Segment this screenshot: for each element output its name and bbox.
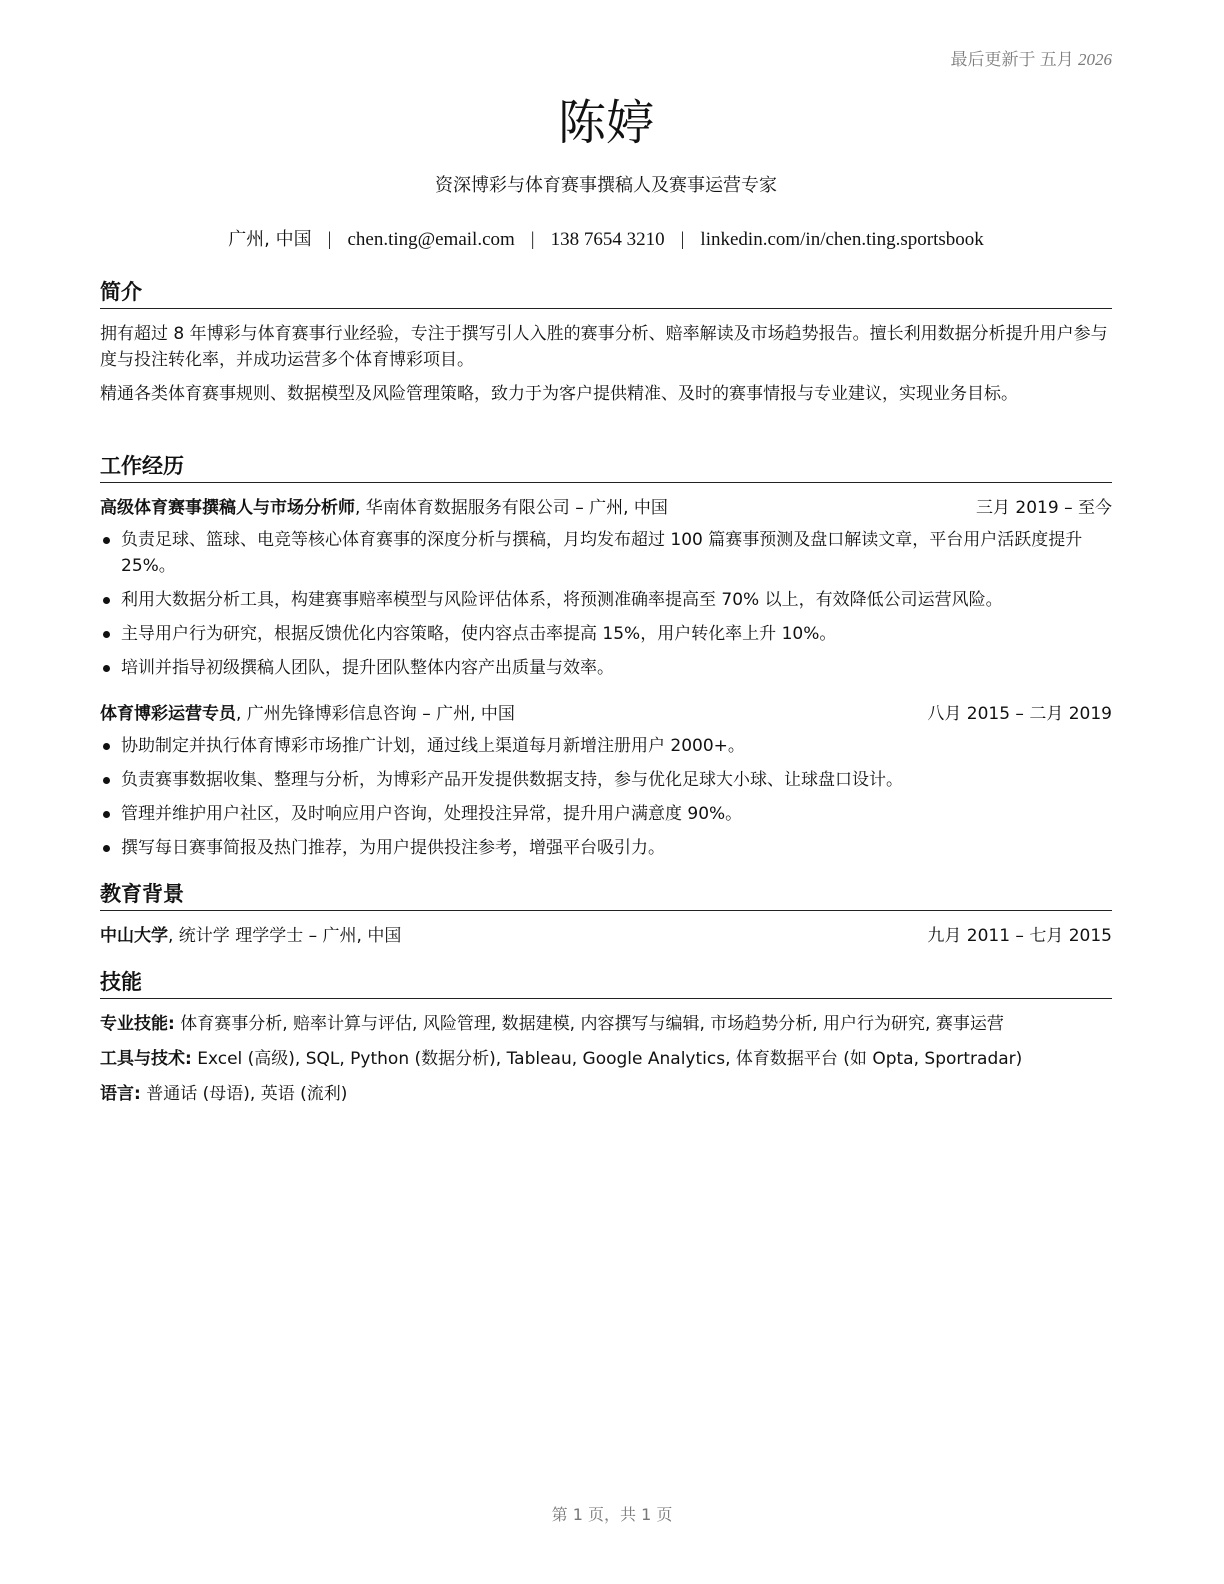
contact-location: 广州, 中国 <box>228 229 312 250</box>
skill-label: 工具与技术: <box>100 1049 192 1069</box>
candidate-name: 陈婷 <box>557 95 654 151</box>
job-role: 高级体育赛事撰稿人与市场分析师 <box>100 498 355 518</box>
list-item: 协助制定并执行体育博彩市场推广计划，通过线上渠道每月新增注册用户 2000+。 <box>100 733 1112 759</box>
contact-linkedin[interactable]: linkedin.com/in/chen.ting.sportsbook <box>700 229 984 250</box>
job-title-line <box>100 701 515 727</box>
list-item: 培训并指导初级撰稿人团队，提升团队整体内容产出质量与效率。 <box>100 655 1112 681</box>
skill-label: 语言: <box>100 1084 141 1104</box>
list-item: 负责赛事数据收集、整理与分析，为博彩产品开发提供数据支持，参与优化足球大小球、让球盘口设计。 <box>100 767 1112 793</box>
summary-paragraph: 精通各类体育赛事规则、数据模型及风险管理策略，致力于为客户提供精准、及时的赛事情报与专业建议，实现业务目标。 <box>100 384 1018 404</box>
job-header <box>100 495 1112 521</box>
section-title: 工作经历 <box>100 452 1112 483</box>
job-bullets <box>100 733 1112 861</box>
job-bullets <box>100 527 1112 681</box>
list-item: 负责足球、篮球、电竞等核心体育赛事的深度分析与撰稿，月均发布超过 100 篇赛事预测及盘口解读文章，平台用户活跃度提升 25%。 <box>100 527 1112 579</box>
school-name: 中山大学 <box>100 926 168 946</box>
contact-line <box>100 225 1112 251</box>
list-item: 撰写每日赛事简报及热门推荐，为用户提供投注参考，增强平台吸引力。 <box>100 835 1112 861</box>
education-line <box>100 923 401 949</box>
job-date: 三月 2019 – 至今 <box>976 498 1112 518</box>
skill-line <box>100 1046 1112 1072</box>
page-footer: 第 1 页，共 1 页 <box>551 1505 673 1524</box>
summary-paragraph: 拥有超过 8 年博彩与体育赛事行业经验，专注于撰写引人入胜的赛事分析、赔率解读及市场趋势报告。擅长利用数据分析提升用户参与度与投注转化率，并成功运营多个体育博彩项目。 <box>100 324 1108 370</box>
skills-section <box>100 968 1112 1116</box>
experience-section <box>100 452 1112 869</box>
job-org: , 华南体育数据服务有限公司 – 广州, 中国 <box>355 498 668 518</box>
last-updated <box>951 45 1113 70</box>
skill-value: 体育赛事分析, 赔率计算与评估, 风险管理, 数据建模, 内容撰写与编辑, 市场趋势分析, 用户行为研究, 赛事运营 <box>174 1014 1004 1034</box>
skill-value: 普通话 (母语), 英语 (流利) <box>140 1084 348 1104</box>
skill-line <box>100 1011 1112 1037</box>
job-role: 体育博彩运营专员 <box>100 704 236 724</box>
education-entry <box>100 923 1112 949</box>
skill-line <box>100 1081 1112 1107</box>
candidate-headline: 资深博彩与体育赛事撰稿人及赛事运营专家 <box>435 175 777 196</box>
degree-info: , 统计学 理学学士 – 广州, 中国 <box>168 926 402 946</box>
job-entry <box>100 495 1112 681</box>
last-updated-label: 最后更新于 五月 <box>950 50 1074 69</box>
list-item: 利用大数据分析工具，构建赛事赔率模型与风险评估体系，将预测准确率提高至 70% 以上，有效降低公司运营风险。 <box>100 587 1112 613</box>
summary-section <box>100 278 1112 407</box>
contact-separator: | <box>327 229 332 250</box>
job-date: 八月 2015 – 二月 2019 <box>927 704 1112 724</box>
education-section <box>100 880 1112 949</box>
list-item: 主导用户行为研究，根据反馈优化内容策略，使内容点击率提高 15%，用户转化率上升 10%。 <box>100 621 1112 647</box>
contact-email[interactable]: chen.ting@email.com <box>347 229 515 250</box>
contact-phone: 138 7654 3210 <box>550 229 665 250</box>
education-date: 九月 2011 – 七月 2015 <box>927 926 1112 946</box>
section-title: 技能 <box>100 968 1112 999</box>
contact-separator: | <box>530 229 535 250</box>
job-org: , 广州先锋博彩信息咨询 – 广州, 中国 <box>236 704 515 724</box>
section-title: 简介 <box>100 278 1112 309</box>
section-title: 教育背景 <box>100 880 1112 911</box>
job-entry <box>100 701 1112 861</box>
contact-separator: | <box>680 229 685 250</box>
skill-label: 专业技能: <box>100 1014 175 1034</box>
job-header <box>100 701 1112 727</box>
list-item: 管理并维护用户社区，及时响应用户咨询，处理投注异常，提升用户满意度 90%。 <box>100 801 1112 827</box>
skill-value: Excel (高级), SQL, Python (数据分析), Tableau, Google Analytics, 体育数据平台 (如 Opta, Sportradar) <box>191 1049 1023 1069</box>
last-updated-year: 2026 <box>1078 50 1112 69</box>
job-title-line <box>100 495 668 521</box>
